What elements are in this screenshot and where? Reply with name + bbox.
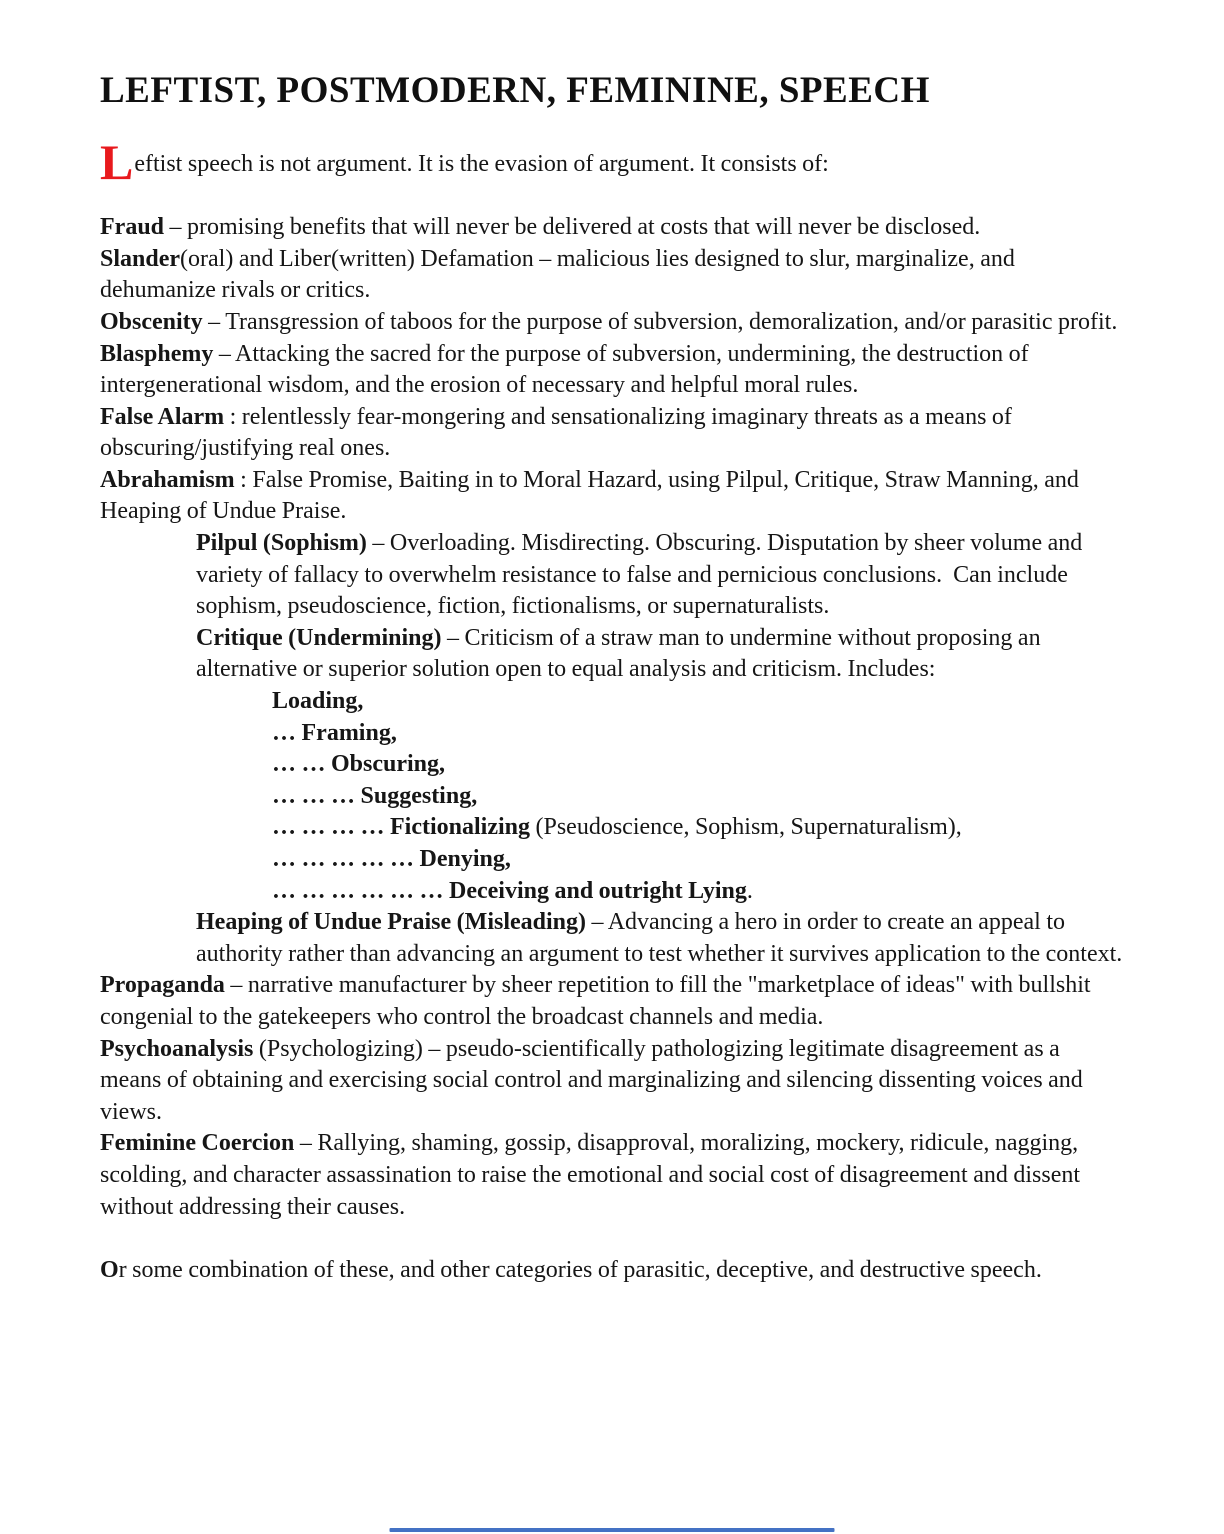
body-text: – narrative manufacturer by sheer repetition to fill the "marketplace of ideas" with bullshit congenial to the gatekeepers who control the broadcast channels and media. (100, 972, 1091, 1030)
term-text: Obscenity (100, 308, 203, 335)
body-text: : False Promise, Baiting in to Moral Hazard, using Pilpul, Critique, Straw Manning, and Heaping of Undue Praise. (100, 466, 1079, 525)
page-title: LEFTIST, POSTMODERN, FEMININE, SPEECH (100, 70, 930, 111)
body-text: – Attacking the sacred for the purpose of subversion, undermining, the destruction of intergenerational wisdom, and the erosion of necessary and helpful moral rules. (100, 340, 1029, 399)
term-text: … … … … … … Deceiving and outright Lying (272, 877, 747, 904)
term-text: Propaganda (100, 972, 225, 999)
term-text: … … … Suggesting, (272, 782, 478, 809)
definition-paragraph (100, 970, 1124, 1033)
intro-paragraph (100, 133, 1124, 190)
definition-paragraph (100, 749, 1124, 781)
definition-paragraph (100, 781, 1124, 813)
definition-paragraph (100, 244, 1124, 307)
term-text: Feminine Coercion (100, 1130, 295, 1157)
definition-paragraph (100, 528, 1124, 623)
body-text: – Criticism of a straw man to undermine without proposing an alternative or superior solution open to equal analysis and criticism. Includes: (196, 624, 1041, 683)
term-text: O (100, 1257, 119, 1284)
term-text: … Framing, (272, 719, 397, 746)
definition-paragraph (100, 212, 1124, 244)
term-text: Blasphemy (100, 340, 214, 367)
partial-link-underline[interactable] (390, 1528, 835, 1532)
definition-paragraph (100, 718, 1124, 750)
term-text: Heaping of Undue Praise (Misleading) (196, 909, 587, 936)
definition-paragraph (100, 844, 1124, 876)
body-text: – Overloading. Misdirecting. Obscuring. Disputation by sheer volume and variety of fallacy to overwhelm resistance to false and pernicious conclusions. Can include sophism, pseudoscience, fiction, fictionalisms, or supernaturalists. (196, 530, 1083, 620)
definition-paragraph (100, 1128, 1124, 1223)
term-text: … … Obscuring, (272, 751, 446, 778)
body-text: – Advancing a hero in order to create an appeal to authority rather than advancing an argument to test whether it survives application to the context. (196, 909, 1123, 967)
definition-paragraph (100, 307, 1124, 339)
definition-paragraph (100, 402, 1124, 465)
definition-paragraph (100, 623, 1124, 686)
term-text: False Alarm (100, 403, 225, 430)
body-text: . (746, 877, 753, 904)
term-text: Loading, (272, 688, 364, 715)
definition-paragraph (100, 686, 1124, 718)
body-text: – Transgression of taboos for the purpose of subversion, demoralization, and/or parasitic profit. (202, 308, 1118, 335)
dropcap-letter: L (100, 133, 134, 190)
definition-paragraph (100, 907, 1124, 970)
document-body (100, 133, 1124, 1287)
term-text: Slander (100, 245, 181, 272)
term-text: Critique (Undermining) (196, 624, 442, 651)
term-text: Abrahamism (100, 466, 235, 493)
definition-paragraph (100, 1255, 1124, 1287)
term-text: … … … … Fictionalizing (272, 814, 530, 841)
body-text: eftist speech is not argument. It is the evasion of argument. It consists of: (134, 150, 829, 177)
definition-paragraph (100, 876, 1124, 908)
body-text: (Psychologizing) – pseudo-scientifically pathologizing legitimate disagreement as a means of obtaining and exercising social control and marginalizing and silencing dissenting voices and views. (100, 1035, 1083, 1125)
definition-paragraph (100, 465, 1124, 528)
term-text: Psychoanalysis (100, 1035, 254, 1062)
body-text: : relentlessly fear-mongering and sensationalizing imaginary threats as a means of obscuring/justifying real ones. (100, 403, 1012, 462)
definition-paragraph (100, 1034, 1124, 1129)
term-text: Fraud (100, 214, 165, 241)
body-text: (Pseudoscience, Sophism, Supernaturalism), (530, 814, 962, 841)
term-text: … … … … … Denying, (272, 846, 511, 873)
body-text: (oral) and Liber(written) Defamation – malicious lies designed to slur, marginalize, and dehumanize rivals or critics. (100, 245, 1015, 304)
body-text: – promising benefits that will never be delivered at costs that will never be disclosed. (164, 214, 981, 241)
body-text: r some combination of these, and other categories of parasitic, deceptive, and destructive speech. (118, 1257, 1042, 1284)
definition-paragraph (100, 339, 1124, 402)
body-text: – Rallying, shaming, gossip, disapproval, moralizing, mockery, ridicule, nagging, scolding, and character assassination to raise the emotional and social cost of disagreement and dissent without addressing their causes. (100, 1130, 1081, 1220)
definition-paragraph (100, 812, 1124, 844)
term-text: Pilpul (Sophism) (196, 530, 367, 557)
